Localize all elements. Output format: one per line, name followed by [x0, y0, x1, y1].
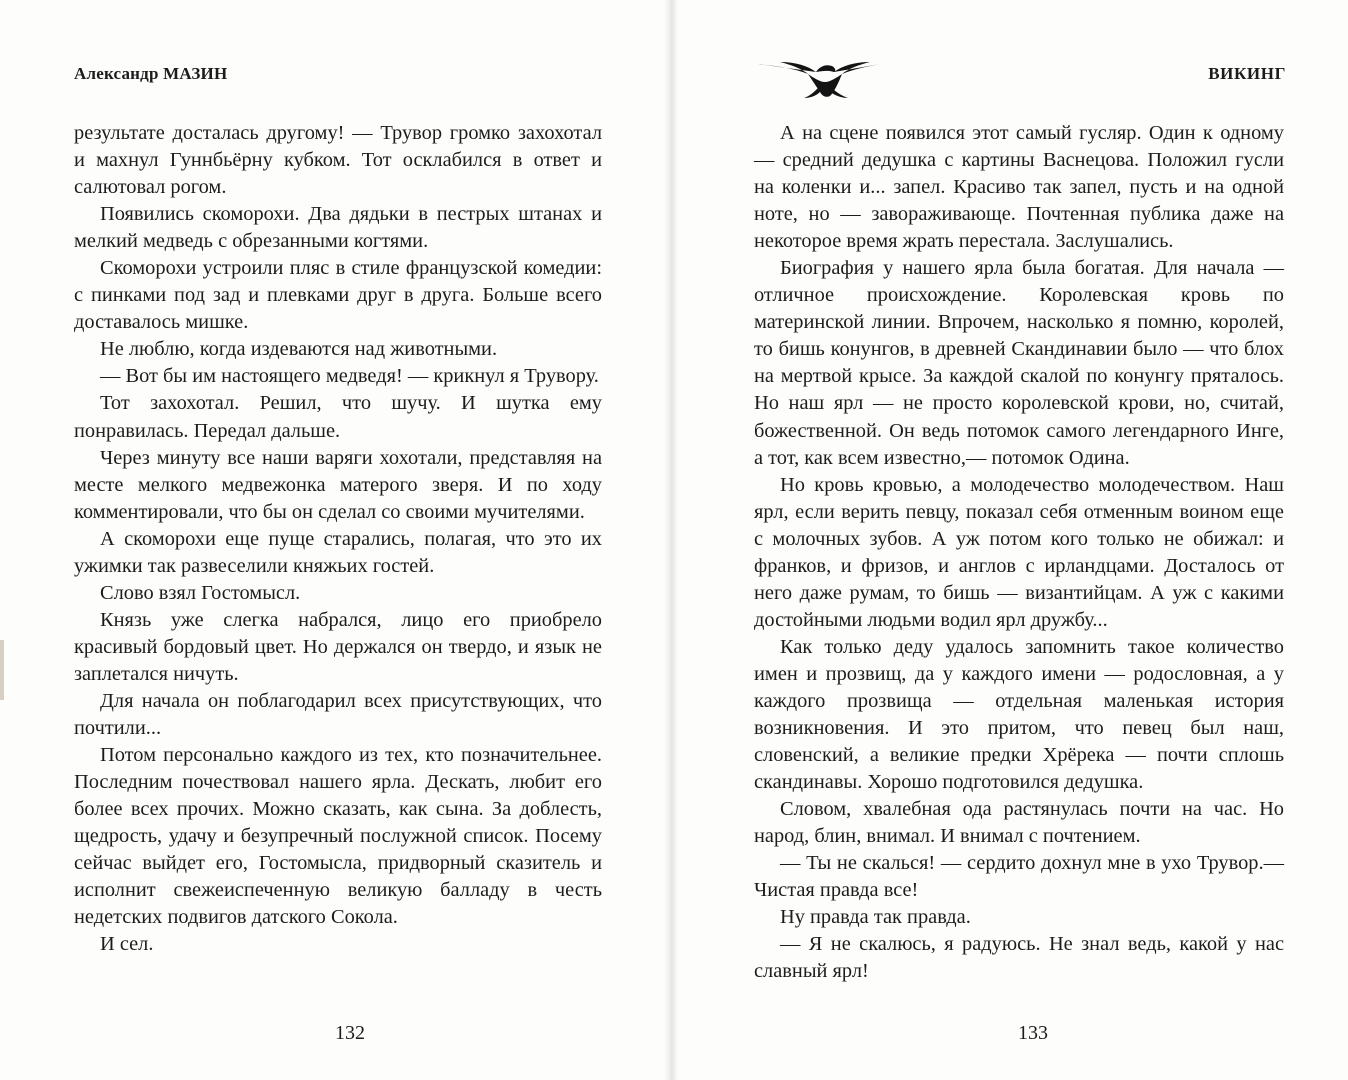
running-head-author: Александр МАЗИН	[74, 64, 228, 83]
right-page	[678, 0, 1348, 1080]
book-gutter	[664, 0, 678, 1080]
paragraph: Но кровь кровью, а молодечество молодечеством. Наш ярл, если верить певцу, показал себя отменным воином еще с молочных зубов. А уж потом кого только не обижал: и франков, и фризов, и англов с ирландцами. Досталось от него даже румам, то бишь — византийцам. А уж с какими достойными людьми водил ярл дружбу...	[754, 473, 1284, 631]
paragraph: Как только деду удалось запомнить такое количество имен и прозвищ, да у каждого имени — родословная, а у каждого прозвища — отдельная маленькая история возникновения. И это притом, что певец был наш, словенский, а великие предки Хрёрека — почти сплошь скандинавы. Хорошо подготовился дедушка.	[754, 635, 1284, 794]
paragraph: Появились скоморохи. Два дядьки в пестрых штанах и мелкий медведь с обрезанными когтями.	[74, 203, 602, 253]
paragraph: А скоморохи еще пуще старались, полагая, что это их ужимки так развеселили княжьих гостей.	[74, 527, 602, 577]
paragraph: А на сцене появился этот самый гусляр. Один к одному — средний дедушка с картины Васнецова. Положил гусли на коленки и... запел. Красиво так запел, пусть и на одной ноте, но — завораживающе. Почтенная публика даже на некоторое время жрать перестала. Заслушались.	[754, 122, 1284, 253]
paragraph: Через минуту все наши варяги хохотали, представляя на месте мелкого медвежонка матерого зверя. И по ходу комментировали, что бы он сделал со своими мучителями.	[74, 446, 602, 523]
page-number: 132	[335, 1022, 365, 1044]
paragraph: Словом, хвалебная ода растянулась почти на час. Но народ, блин, внимал. И внимал с почтением.	[754, 798, 1284, 848]
paragraph: И сел.	[100, 933, 154, 956]
paragraph: Потом персонально каждого из тех, кто позначительнее. Последним почествовал нашего ярла. Дескать, любит его более всех прочих. Можно сказать, как сына. За доблесть, щедрость, удачу и безупречный послужной список. Посему сейчас выйдет его, Гостомысла, придворный сказитель и исполнит свежеиспеченную великую балладу в честь недетских подвигов датского Сокола.	[74, 744, 602, 929]
paragraph: Скоморохи устроили пляс в стиле французской комедии: с пинками под зад и плевками друг в друга. Больше всего доставалось мишке.	[74, 257, 602, 334]
page-number: 133	[1018, 1022, 1048, 1044]
right-page-text	[754, 120, 1284, 986]
paragraph: Слово взял Гостомысл.	[100, 581, 301, 604]
paragraph: Ну правда так правда.	[780, 906, 971, 929]
paragraph: Не люблю, когда издеваются над животными.	[100, 338, 498, 361]
running-head-title: ВИКИНГ	[1208, 64, 1286, 83]
left-page	[0, 0, 664, 1080]
left-page-text	[74, 120, 602, 958]
paragraph: — Вот бы им настоящего медведя! — крикнул я Трувору.	[100, 365, 599, 388]
paragraph: — Ты не скалься! — сердито дохнул мне в ухо Трувор.— Чистая правда все!	[754, 852, 1284, 902]
paragraph: Биография у нашего ярла была богатая. Для начала — отличное происхождение. Королевская кровь по материнской линии. Впрочем, насколько я помню, королей, то бишь конунгов, в древней Скандинавии было — что блох на мертвой крысе. За каждой скалой по конунгу пряталось. Но наш ярл — не просто королевской крови, но, считай, божественной. Он ведь потомок самого легендарного Инге, а тот, как всем известно,— потомок Одина.	[754, 257, 1284, 469]
paragraph: Князь уже слегка набрался, лицо его приобрело красивый бордовый цвет. Но держался он твердо, и язык не заплетался ничуть.	[74, 608, 602, 685]
paragraph: — Я не скалюсь, я радуюсь. Не знал ведь, какой у нас славный ярл!	[754, 933, 1284, 983]
paragraph: Для начала он поблагодарил всех присутствующих, что почтили...	[74, 689, 602, 740]
paragraph: результате досталась другому! — Трувор громко захохотал и махнул Гуннбьёрну кубком. Тот осклабился в ответ и салютовал рогом.	[74, 122, 602, 199]
paragraph: Тот захохотал. Решил, что шучу. И шутка ему понравилась. Передал дальше.	[74, 392, 602, 442]
viking-ship-emblem-icon	[756, 52, 894, 104]
